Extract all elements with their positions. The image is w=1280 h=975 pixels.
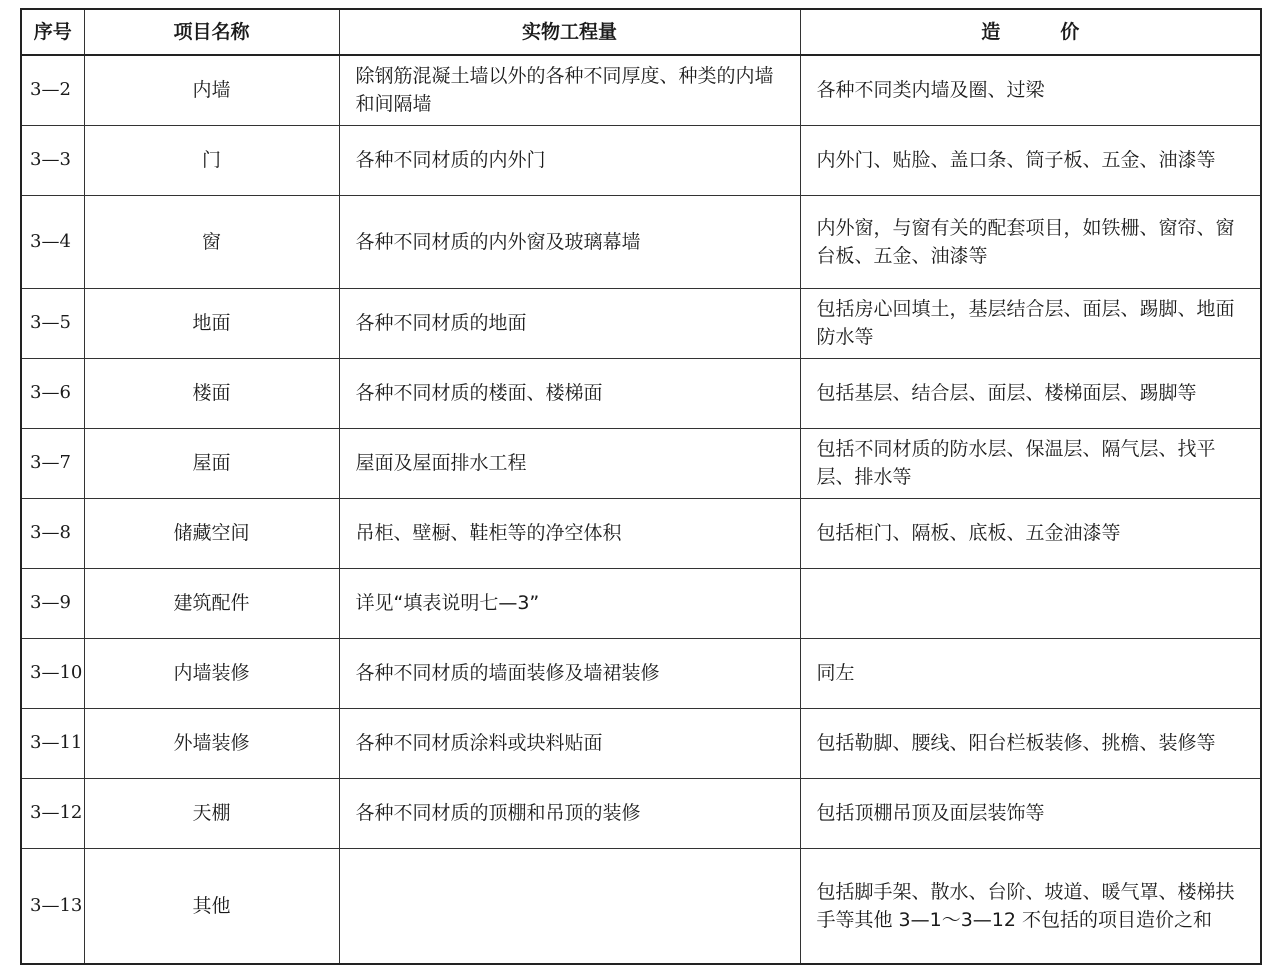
cost-table: [20, 8, 1262, 965]
header-cost: [800, 9, 1261, 55]
row-item-name: 窗: [84, 195, 339, 288]
header-cost-char-1: 造: [981, 21, 1001, 43]
row-quantity: 各种不同材质涂料或块料贴面: [339, 708, 800, 778]
row-item-name: 地面: [84, 288, 339, 358]
row-quantity: 各种不同材质的顶棚和吊顶的装修: [339, 778, 800, 848]
row-quantity: 除钢筋混凝土墙以外的各种不同厚度、种类的内墙和间隔墙: [339, 55, 800, 125]
row-cost: 内外门、贴脸、盖口条、筒子板、五金、油漆等: [800, 125, 1261, 195]
table-row: [21, 125, 1261, 195]
table-row: [21, 708, 1261, 778]
row-number: 3—12: [21, 778, 84, 848]
table-row: [21, 848, 1261, 964]
header-cost-char-2: 价: [1060, 21, 1080, 43]
row-item-name: 天棚: [84, 778, 339, 848]
row-quantity: 屋面及屋面排水工程: [339, 428, 800, 498]
row-number: 3—4: [21, 195, 84, 288]
row-number: 3—6: [21, 358, 84, 428]
row-number: 3—2: [21, 55, 84, 125]
table-row: [21, 498, 1261, 568]
table-row: [21, 55, 1261, 125]
row-quantity: 吊柜、壁橱、鞋柜等的净空体积: [339, 498, 800, 568]
row-number: 3—3: [21, 125, 84, 195]
row-number: 3—9: [21, 568, 84, 638]
row-item-name: 其他: [84, 848, 339, 964]
row-cost: 同左: [800, 638, 1261, 708]
header-row: [21, 9, 1261, 55]
row-quantity: 详见“填表说明七—3”: [339, 568, 800, 638]
row-item-name: 建筑配件: [84, 568, 339, 638]
table-row: [21, 288, 1261, 358]
row-number: 3—13: [21, 848, 84, 964]
row-item-name: 内墙: [84, 55, 339, 125]
row-cost: 包括顶棚吊顶及面层装饰等: [800, 778, 1261, 848]
header-physical-quantity: 实物工程量: [339, 9, 800, 55]
row-cost: 各种不同类内墙及圈、过梁: [800, 55, 1261, 125]
row-number: 3—5: [21, 288, 84, 358]
table-row: [21, 638, 1261, 708]
row-quantity: [339, 848, 800, 964]
row-quantity: 各种不同材质的楼面、楼梯面: [339, 358, 800, 428]
row-item-name: 储藏空间: [84, 498, 339, 568]
row-cost: 包括脚手架、散水、台阶、坡道、暖气罩、楼梯扶手等其他 3—1～3—12 不包括的项目造价之和: [800, 848, 1261, 964]
row-item-name: 门: [84, 125, 339, 195]
row-cost: 内外窗，与窗有关的配套项目，如铁栅、窗帘、窗台板、五金、油漆等: [800, 195, 1261, 288]
row-number: 3—7: [21, 428, 84, 498]
row-cost: 包括房心回填土，基层结合层、面层、踢脚、地面防水等: [800, 288, 1261, 358]
row-item-name: 内墙装修: [84, 638, 339, 708]
header-item-name: 项目名称: [84, 9, 339, 55]
row-cost: [800, 568, 1261, 638]
row-quantity: 各种不同材质的内外窗及玻璃幕墙: [339, 195, 800, 288]
row-item-name: 外墙装修: [84, 708, 339, 778]
row-quantity: 各种不同材质的内外门: [339, 125, 800, 195]
table-row: [21, 195, 1261, 288]
row-cost: 包括柜门、隔板、底板、五金油漆等: [800, 498, 1261, 568]
row-quantity: 各种不同材质的地面: [339, 288, 800, 358]
row-number: 3—11: [21, 708, 84, 778]
row-quantity: 各种不同材质的墙面装修及墙裙装修: [339, 638, 800, 708]
row-cost: 包括不同材质的防水层、保温层、隔气层、找平层、排水等: [800, 428, 1261, 498]
table-row: [21, 568, 1261, 638]
row-number: 3—8: [21, 498, 84, 568]
row-cost: 包括勒脚、腰线、阳台栏板装修、挑檐、装修等: [800, 708, 1261, 778]
table-row: [21, 428, 1261, 498]
header-serial-number: 序号: [21, 9, 84, 55]
table-row: [21, 778, 1261, 848]
row-item-name: 楼面: [84, 358, 339, 428]
table-row: [21, 358, 1261, 428]
row-number: 3—10: [21, 638, 84, 708]
row-item-name: 屋面: [84, 428, 339, 498]
row-cost: 包括基层、结合层、面层、楼梯面层、踢脚等: [800, 358, 1261, 428]
